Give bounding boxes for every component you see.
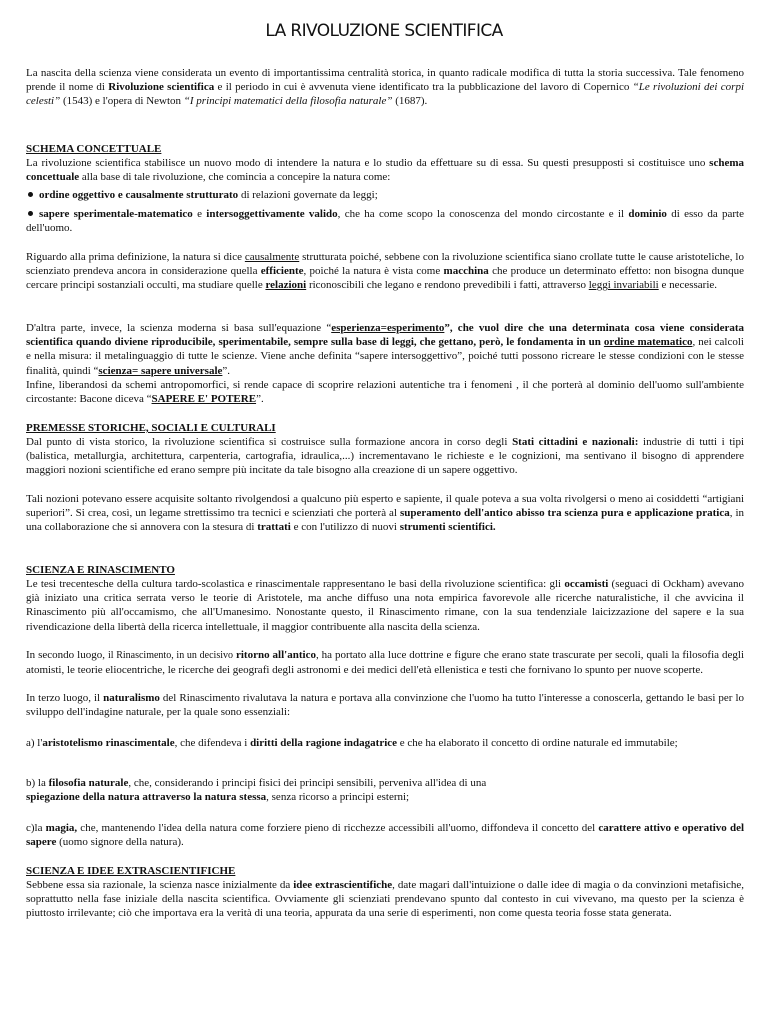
rinascimento-item-a: a) l'aristotelismo rinascimentale, che difendeva i diritti della ragione indagatrice e che ha elaborato il concetto di ordine naturale ed immutabile; bbox=[26, 737, 678, 749]
section-heading-rinascimento: SCIENZA E RINASCIMENTO bbox=[26, 564, 175, 576]
schema-paragraph-2: Riguardo alla prima definizione, la natura si dice causalmente strutturata poiché, sebbene con la rivoluzione scientifica siano crollate tutte le cause aristoteliche, lo scienziato prendeva ancora in considerazione quella efficiente, poiché la natura è vista come macchina che produce un determinato effetto: non bisogna dunque cercare principi sostanziali occulti, ma studiare quelle relazioni riconoscibili che legano e rendono prevedibili i fatti, attraverso leggi invariabili e necessarie. bbox=[26, 251, 745, 292]
premesse-paragraph-1: Dal punto di vista storico, la rivoluzione scientifica si costruisce sulla formazione ancora in corso degli Stati cittadini e nazionali: industrie di tutti i tipi (balistica, metallurgia, architettura, carpenteria, cartografia, idraulica,...) incrementavano le richieste e le cognizioni, ma sentivano il bisogno di apprendere maggiori nozioni scientifiche ed erano sempre più incitate da tale bisogno alla creazione di un sapere oggettivo. bbox=[26, 436, 745, 477]
rinascimento-item-c: c)la magia, che, mantenendo l'idea della natura come forziere pieno di ricchezze accessibili all'uomo, diffondeva il concetto del carattere attivo e operativo del sapere (uomo signore della natura). bbox=[26, 822, 745, 849]
schema-paragraph-1: La rivoluzione scientifica stabilisce un nuovo modo di intendere la natura e lo studio da effettuare su di essa. Su questi presupposti si costituisce uno schema concettuale alla base di tale rivoluzione, che comincia a concepire la natura come: bbox=[26, 157, 744, 184]
section-heading-schema: SCHEMA CONCETTUALE bbox=[26, 143, 162, 155]
rinascimento-paragraph-2: In secondo luogo, il Rinascimento, in un decisivo ritorno all'antico, ha portato alla luce dottrine e figure che erano state trascurate per secoli, quali la filosofia degli atomisti, le teorie eliocentriche, le ricerche dei geografi degli astronomi e dei medici dell'età ellenistica e testi che fornivano lo spunto per nuove scoperte. bbox=[26, 649, 744, 677]
section-heading-idee: SCIENZA E IDEE EXTRASCIENTIFICHE bbox=[26, 865, 236, 877]
bullet-icon bbox=[28, 192, 33, 197]
schema-paragraph-3: D'altra parte, invece, la scienza moderna si basa sull'equazione “esperienza=esperimento”, che vuol dire che una determinata cosa viene considerata scientifica quando diviene riproducibile, sperimentabile, sempre sulla base di leggi, che gettano, però, le fondamenta in un ordine matematico, nei calcoli e nella misura: il metalinguaggio di tutte le scienze. Viene anche definita “sapere intersoggettivo”, poiché tutti possono ricreare le stesse condizioni con le stesse finalità, quindi “scienza= sapere universale”. bbox=[26, 322, 744, 377]
schema-bullet-1: ordine oggettivo e causalmente strutturato di relazioni governate da leggi; bbox=[26, 188, 744, 202]
page-title: LA RIVOLUZIONE SCIENTIFICA bbox=[265, 21, 503, 41]
schema-paragraph-4: Infine, liberandosi da schemi antropomorfici, si rende capace di scoprire relazioni autentiche tra i fenomeni , il che porterà al dominio dell'uomo sull'ambiente circostante: Bacone diceva “SAPERE E' POTERE”. bbox=[26, 379, 744, 406]
schema-bullet-2: sapere sperimentale-matematico e intersoggettivamente valido, che ha come scopo la conoscenza del mondo circostante e il dominio di esso da parte dell'uomo. bbox=[26, 208, 744, 235]
rinascimento-paragraph-1: Le tesi trecentesche della cultura tardo-scolastica e rinascimentale rappresentano le basi della rivoluzione scientifica: gli occamisti (seguaci di Ockham) avevano già iniziato una critica serrata verso le teorie di Aristotele, ma anche diffuso una nota empirica favorevole alle ricerche naturalistiche, il che avvicina il Rinascimento più all'occamismo, che all'Umanesimo. Nonostante questo, il Rinascimento rimane, con la sua tendenziale laicizzazione del sapere e la sua rivendicazione della libertà della ricerca intellettuale, il maggior contribuente alla nascita della scienza. bbox=[26, 578, 744, 633]
section-heading-premesse: PREMESSE STORICHE, SOCIALI E CULTURALI bbox=[26, 422, 276, 434]
intro-paragraph: La nascita della scienza viene considerata un evento di importantissima centralità storica, in quanto radicale modifica di tutta la storia successiva. Tale fenomeno prende il nome di Rivoluzione scientifica e il periodo in cui è avvenuta viene identificato tra la pubblicazione del lavoro di Copernico “Le rivoluzioni dei corpi celesti” (1543) e l'opera di Newton “I principi matematici della filosofia naturale” (1687). bbox=[26, 67, 744, 108]
bullet-icon bbox=[28, 211, 33, 216]
rinascimento-item-b: b) la filosofia naturale, che, considerando i principi fisici dei principi sensibili, perveniva all'idea di una spiegazione della natura attraverso la natura stessa, senza ricorso a principi esterni; bbox=[26, 777, 487, 804]
premesse-paragraph-2: Tali nozioni potevano essere acquisite soltanto rivolgendosi a qualcuno più esperto e sapiente, il quale poteva a sua volta rivolgersi o meno ai cosiddetti “artigiani superiori”. Si crea, così, un legame strettissimo tra tecnici e scienziati che porterà al superamento dell'antico abisso tra scienza pura e applicazione pratica, in una collaborazione che si annovera con la stesura di trattati e con l'utilizzo di nuovi strumenti scientifici. bbox=[26, 493, 744, 534]
idee-paragraph-1: Sebbene essa sia razionale, la scienza nasce inizialmente da idee extrascientifiche, date magari dall'intuizione o dalle idee di magia o da convinzioni metafisiche, soprattutto nella fase iniziale della nascita scientifica. Ovviamente gli scienziati prendevano spunto dal contesto in cui vivevano, ma questo per la scienza è piuttosto irrilevante; ciò che importava era la verità di una teoria, appurata da una serie di esperimenti, non come questa teoria fosse stata generata. bbox=[26, 879, 744, 920]
rinascimento-paragraph-3: In terzo luogo, il naturalismo del Rinascimento rivalutava la natura e portava alla convinzione che l'uomo ha tutto l'interesse a conoscerla, gettando le basi per lo sviluppo dell'indagine naturale, per la quale sono essenziali: bbox=[26, 692, 744, 719]
